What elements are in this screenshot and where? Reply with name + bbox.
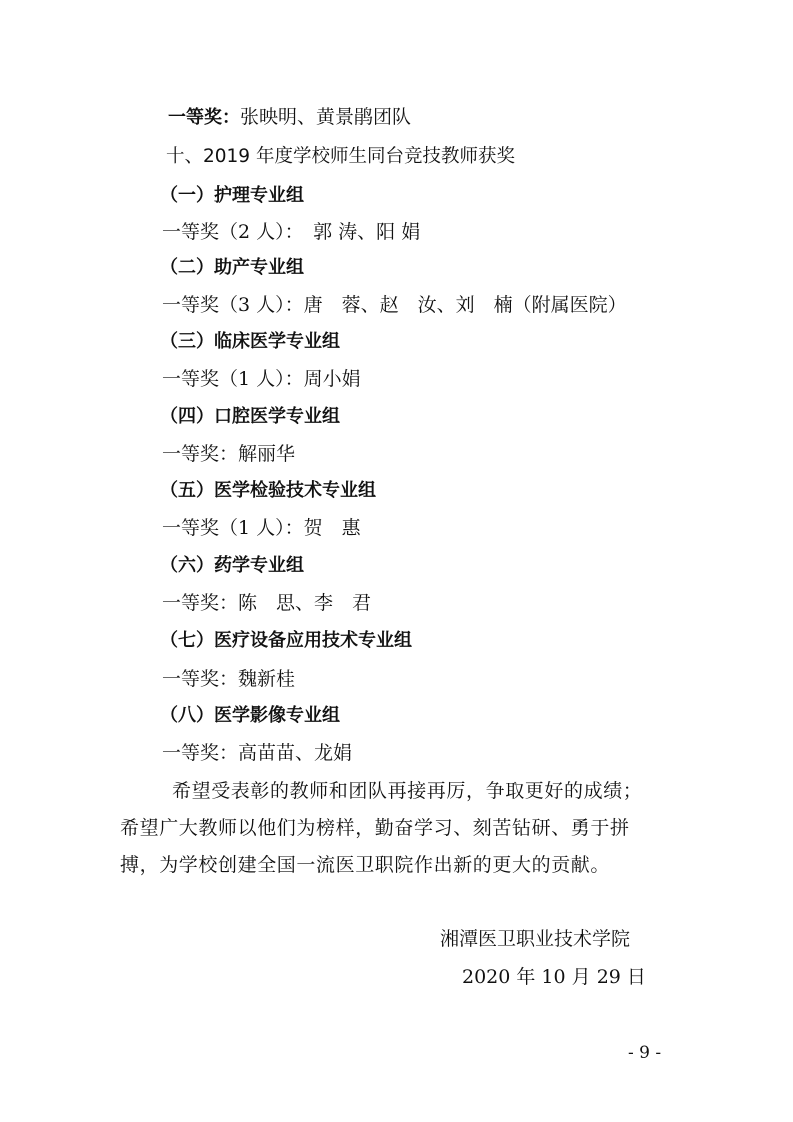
closing-line-3: 搏，为学校创建全国一流医卫职院作出新的更大的贡献。 — [120, 854, 611, 876]
group-8-award: 一等奖：高苗苗、龙娟 — [162, 742, 353, 764]
group-5-award: 一等奖（1 人）：贺 惠 — [162, 517, 361, 539]
group-7-heading: （七）医疗设备应用技术专业组 — [160, 630, 412, 651]
group-2-award: 一等奖（3 人）：唐 蓉、赵 汝、刘 楠（附属医院） — [162, 294, 627, 316]
group-3-heading: （三）临床医学专业组 — [160, 331, 340, 352]
group-3-award: 一等奖（1 人）：周小娟 — [162, 368, 361, 390]
section-ten-title: 十、2019 年度学校师生同台竞技教师获奖 — [166, 146, 515, 167]
group-6-award: 一等奖：陈 思、李 君 — [162, 592, 372, 614]
group-8-heading: （八）医学影像专业组 — [160, 705, 340, 726]
group-4-award: 一等奖：解丽华 — [162, 443, 296, 465]
group-6-heading: （六）药学专业组 — [160, 555, 304, 576]
top-award-label: 一等奖： — [168, 107, 240, 128]
top-award-line — [168, 104, 411, 131]
top-award-winners: 张映明、黄景鹃团队 — [240, 106, 412, 128]
page-number: - 9 - — [628, 1043, 662, 1063]
group-5-heading: （五）医学检验技术专业组 — [160, 480, 376, 501]
group-4-heading: （四）口腔医学专业组 — [160, 406, 340, 427]
group-2-heading: （二）助产专业组 — [160, 257, 304, 278]
signature-date: 2020 年 10 月 29 日 — [462, 966, 646, 988]
closing-line-1: 希望受表彰的教师和团队再接再厉，争取更好的成绩； — [172, 780, 643, 802]
group-1-award: 一等奖（2 人）： 郭 涛、阳 娟 — [162, 221, 421, 243]
group-1-heading: （一）护理专业组 — [160, 185, 304, 206]
group-7-award: 一等奖：魏新桂 — [162, 668, 296, 690]
signature-org: 湘潭医卫职业技术学院 — [440, 928, 631, 950]
closing-line-2: 希望广大教师以他们为榜样，勤奋学习、刻苦钻研、勇于拼 — [120, 817, 630, 839]
